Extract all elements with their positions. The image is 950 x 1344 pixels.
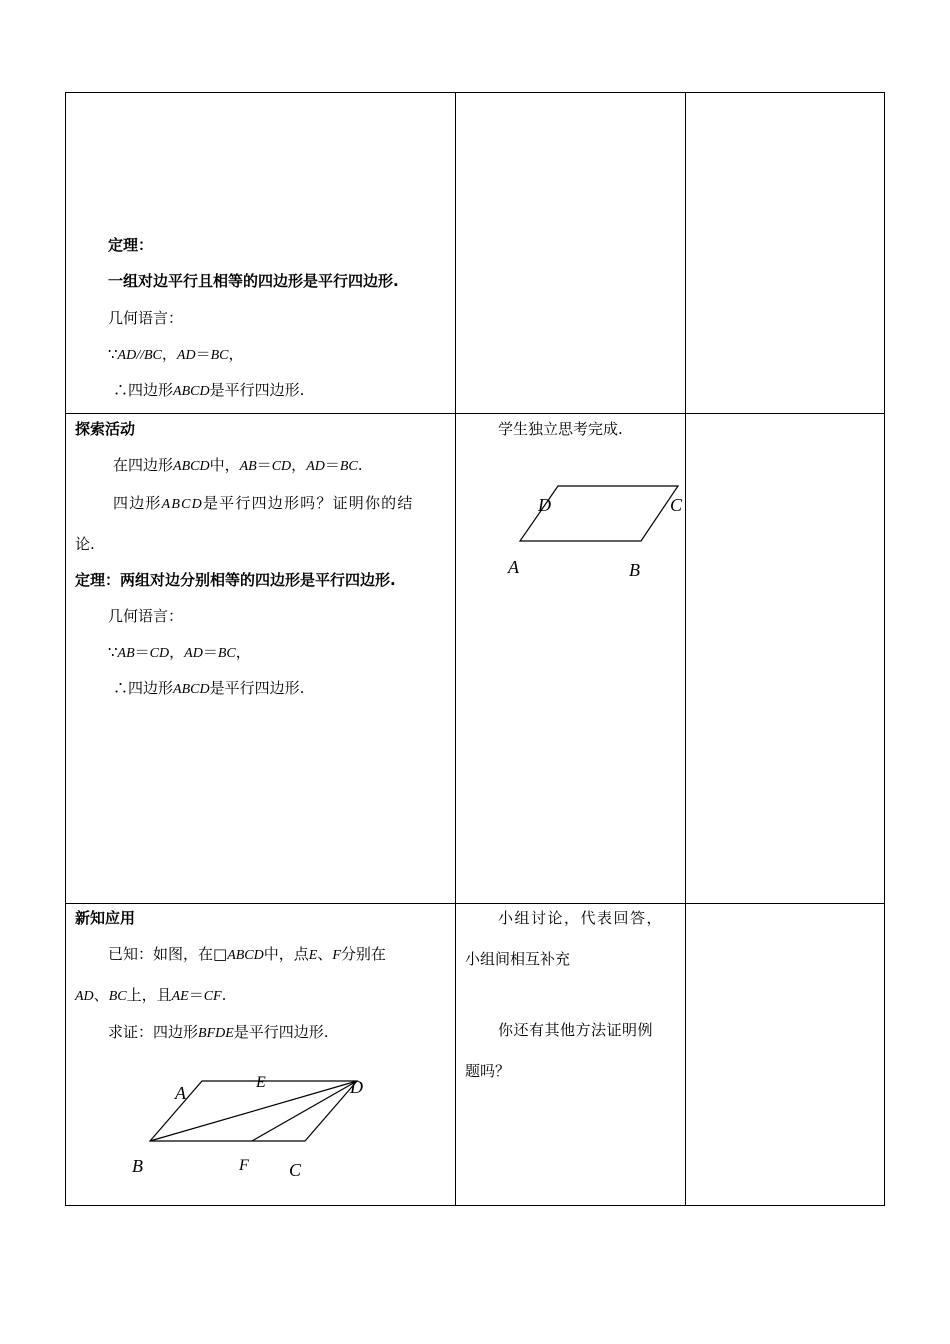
text: 四边形: [128, 679, 174, 697]
separator: 、: [317, 945, 333, 963]
theorem-text: 一组对边平行且相等的四边形是平行四边形.: [108, 272, 399, 290]
var-ab: AB: [239, 459, 257, 474]
period: .: [357, 456, 363, 474]
vertex-label-d: D: [538, 495, 551, 515]
vertex-label-a: A: [508, 557, 519, 577]
text: 中，: [209, 456, 240, 474]
text: 是平行四边形吗？证明你的结: [202, 494, 414, 512]
discussion-line-3: 你还有其他方法证明例: [498, 1021, 654, 1039]
comma: ，: [161, 345, 177, 363]
var-bfde: BFDE: [198, 1026, 234, 1041]
discussion-line-4: 题吗？: [465, 1062, 511, 1080]
student-instruction: 学生独立思考完成.: [498, 420, 623, 438]
explore-question-cont: 论.: [75, 535, 95, 553]
text: 四边形: [128, 381, 174, 399]
var-cf: CF: [203, 989, 222, 1004]
parallel-symbol: //: [136, 348, 144, 363]
therefore-symbol: ∴: [113, 381, 129, 399]
equals-sign: ＝: [202, 643, 218, 661]
geometry-language-label-2: 几何语言：: [108, 607, 184, 625]
equals-sign: ＝: [188, 986, 204, 1004]
text: 中，点: [263, 945, 309, 963]
equals-sign: ＝: [195, 345, 211, 363]
var-ad: AD: [117, 348, 137, 363]
theorem-label: 定理：: [108, 236, 154, 254]
theorem-two-pairs: 定理：两组对边分别相等的四边形是平行四边形.: [75, 571, 396, 589]
text: 已知：如图，在: [108, 945, 214, 963]
section-title-apply: 新知应用: [75, 909, 136, 927]
var-bc: BC: [217, 646, 236, 661]
vertex-label-d: D: [350, 1077, 363, 1097]
var-ab: AB: [117, 646, 135, 661]
text: 在四边形: [113, 456, 174, 474]
discussion-line-2: 小组间相互补充: [465, 950, 571, 968]
var-ad: AD: [75, 989, 94, 1004]
text: 是平行四边形.: [209, 679, 305, 697]
text: 四边形: [113, 494, 162, 512]
var-abcd: ABCD: [173, 384, 210, 399]
period: .: [221, 986, 227, 1004]
text: 求证：四边形: [108, 1023, 199, 1041]
comma: ，: [235, 643, 251, 661]
comma: ，: [169, 643, 185, 661]
var-abcd: ABCD: [173, 459, 210, 474]
text: 上，且: [126, 986, 172, 1004]
text: 分别在: [340, 945, 386, 963]
text: 是平行四边形.: [233, 1023, 329, 1041]
var-abcd: ABCD: [173, 682, 210, 697]
var-bc: BC: [210, 348, 229, 363]
comma: ，: [228, 345, 244, 363]
vertex-label-b: B: [629, 560, 640, 580]
separator: 、: [93, 986, 109, 1004]
var-e: E: [308, 948, 318, 963]
comma: ，: [291, 456, 307, 474]
segment-fd: [252, 1081, 357, 1141]
vertex-label-c: C: [289, 1160, 302, 1180]
vertex-label-e: E: [256, 1074, 266, 1091]
var-cd: CD: [271, 459, 292, 474]
because-symbol: ∵: [108, 345, 118, 363]
equals-sign: ＝: [256, 456, 272, 474]
var-ad: AD: [184, 646, 203, 661]
equals-sign: ＝: [324, 456, 340, 474]
therefore-symbol: ∴: [113, 679, 129, 697]
var-bc: BC: [339, 459, 358, 474]
text: 是平行四边形.: [209, 381, 305, 399]
var-abcd: ABCD: [227, 948, 264, 963]
vertex-label-a: A: [175, 1083, 186, 1103]
vertex-label-c: C: [670, 495, 683, 515]
because-symbol: ∵: [108, 643, 118, 661]
section-title-explore: 探索活动: [75, 420, 136, 438]
var-ad: AD: [306, 459, 325, 474]
equals-sign: ＝: [134, 643, 150, 661]
var-ae: AE: [171, 989, 189, 1004]
var-ad: AD: [176, 348, 196, 363]
var-bc: BC: [108, 989, 127, 1004]
parallelogram-symbol: □: [213, 945, 228, 963]
var-abcd: ABCD: [161, 497, 203, 512]
vertex-label-f: F: [239, 1157, 249, 1174]
var-cd: CD: [149, 646, 170, 661]
var-f: F: [332, 948, 341, 963]
geometry-language-label: 几何语言：: [108, 309, 184, 327]
var-bc: BC: [144, 348, 162, 363]
vertex-label-b: B: [132, 1156, 143, 1176]
discussion-line-1: 小组讨论，代表回答，: [498, 909, 664, 927]
